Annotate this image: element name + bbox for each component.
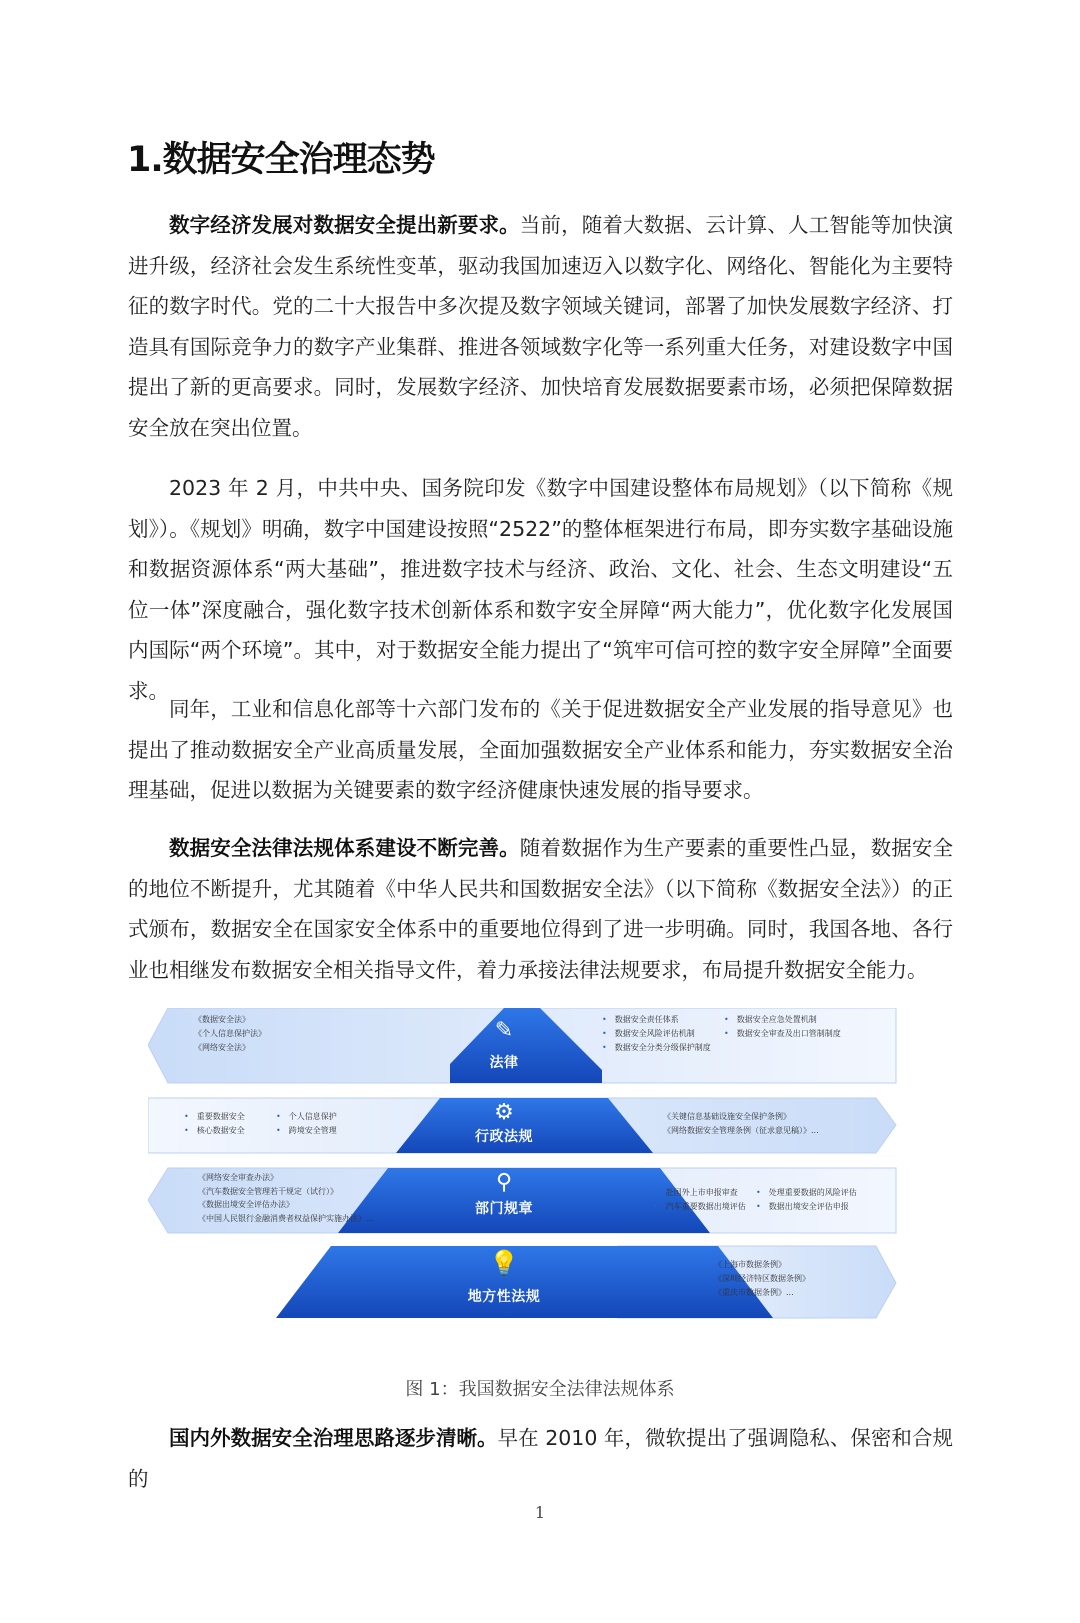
list-item: • 核心数据安全 [184, 1124, 245, 1138]
list-item: • 跨境安全管理 [276, 1124, 337, 1138]
tier-label-dept: 部门规章 [475, 1201, 533, 1217]
gear-icon: ⚙ [494, 1100, 514, 1125]
list-item: • 数据安全责任体系 [602, 1013, 711, 1027]
law-right-list-1 [602, 1013, 711, 1055]
pen-icon: ✎ [494, 1018, 514, 1043]
dept-right-list-2 [756, 1186, 857, 1214]
legal-system-figure [148, 1008, 924, 1338]
law-right-list-2 [724, 1013, 841, 1041]
paragraph-legal-system [128, 828, 953, 990]
paragraph-lead: 国内外数据安全治理思路逐步清晰。 [169, 1426, 498, 1450]
law-left-list [194, 1013, 266, 1055]
pyramid-tier-local [276, 1246, 773, 1318]
list-item: • 数据出境安全评估申报 [756, 1200, 857, 1214]
list-item: 《网络数据安全管理条例（征求意见稿）》... [663, 1126, 819, 1135]
paragraph-lead: 数据安全法律法规体系建设不断完善。 [169, 836, 520, 860]
paragraph-body: 2023 年 2 月，中共中央、国务院印发《数字中国建设整体布局规划》（以下简称《规划》）。《规划》明确，数字中国建设按照“2522”的整体框架进行布局，即夯实数字基础设施和数据资源体系“两大基础”，推进数字技术与经济、政治、文化、社会、生态文明建设“五位一体”深度融合，强化数字技术创新体系和数字安全屏障“两大能力”，优化数字化发展国内国际“两个环境”。其中，对于数据安全能力提出了“筑牢可信可控的数字安全屏障”全面要求。 [128, 476, 953, 703]
list-item: 《重庆市数据条例》... [714, 1288, 794, 1297]
list-item: 《上海市数据条例》 [714, 1260, 786, 1269]
admin-right-list [663, 1110, 819, 1138]
list-item: • 汽车重要数据出境评估 [653, 1200, 746, 1214]
paragraph-digital-economy [128, 205, 953, 448]
local-right-list [714, 1258, 810, 1300]
list-item: 《网络安全法》 [194, 1043, 250, 1052]
paragraph-body: 当前，随着大数据、云计算、人工智能等加快演进升级，经济社会发生系统性变革，驱动我国加速迈入以数字化、网络化、智能化为主要特征的数字时代。党的二十大报告中多次提及数字领域关键词，部署了加快发展数字经济、打造具有国际竞争力的数字产业集群、推进各领域数字化等一系列重大任务，对建设数字中国提出了新的更高要求。同时，发展数字经济、加快培育发展数据要素市场，必须把保障数据安全放在突出位置。 [128, 213, 953, 440]
paragraph-plan [128, 468, 953, 711]
list-item: 《数据安全法》 [194, 1015, 250, 1024]
list-item: 《关键信息基础设施安全保护条例》 [663, 1112, 791, 1121]
list-item: 《深圳经济特区数据条例》 [714, 1274, 810, 1283]
list-item: 《网络安全审查办法》 [198, 1173, 278, 1182]
list-item: 《中国人民银行金融消费者权益保护实施办法》... [198, 1213, 374, 1223]
list-item: 《个人信息保护法》 [194, 1029, 266, 1038]
list-item: • 重要数据安全 [184, 1110, 245, 1124]
list-item: • 赴国外上市申报审查 [653, 1186, 746, 1200]
search-icon: ⚲ [495, 1170, 513, 1195]
paragraph-body: 早在 2010 年，微软提出了强调隐私、保密和合规的 [128, 1426, 954, 1491]
list-item: • 个人信息保护 [276, 1110, 337, 1124]
list-item: 《汽车数据安全管理若干规定（试行）》 [198, 1186, 338, 1196]
list-item: • 数据安全审查及出口管制制度 [724, 1027, 841, 1041]
figure-caption: 图 1：我国数据安全法律法规体系 [405, 1379, 675, 1400]
lightbulb-icon: 💡 [489, 1249, 519, 1277]
paragraph-body: 同年，工业和信息化部等十六部门发布的《关于促进数据安全产业发展的指导意见》也提出了推动数据安全产业高质量发展，全面加强数据安全产业体系和能力，夯实数据安全治理基础，促进以数据为关键要素的数字经济健康快速发展的指导要求。 [128, 697, 953, 802]
list-item: • 处理重要数据的风险评估 [756, 1186, 857, 1200]
admin-left-list-1 [184, 1110, 245, 1138]
paragraph-lead: 数字经济发展对数据安全提出新要求。 [169, 213, 520, 237]
list-item: 《数据出境安全评估办法》 [198, 1200, 294, 1209]
list-item: • 数据安全分类分级保护制度 [602, 1041, 711, 1055]
paragraph-governance [128, 1418, 953, 1499]
list-item: • 数据安全风险评估机制 [602, 1027, 711, 1041]
section-heading: 1.数据安全治理态势 [127, 140, 435, 180]
list-item: • 数据安全应急处置机制 [724, 1013, 841, 1027]
page-number: 1 [534, 1503, 546, 1522]
tier-label-admin: 行政法规 [475, 1129, 533, 1145]
tier-label-law: 法律 [489, 1055, 519, 1071]
tier-label-local: 地方性法规 [467, 1289, 541, 1305]
admin-left-list-2 [276, 1110, 337, 1138]
dept-right-list-1 [653, 1186, 746, 1214]
dept-left-list [198, 1171, 374, 1225]
paragraph-body: 随着数据作为生产要素的重要性凸显，数据安全的地位不断提升，尤其随着《中华人民共和国数据安全法》（以下简称《数据安全法》）的正式颁布，数据安全在国家安全体系中的重要地位得到了进一步明确。同时，我国各地、各行业也相继发布数据安全相关指导文件，着力承接法律法规要求，布局提升数据安全能力。 [128, 836, 953, 982]
paragraph-guidance [128, 689, 953, 811]
